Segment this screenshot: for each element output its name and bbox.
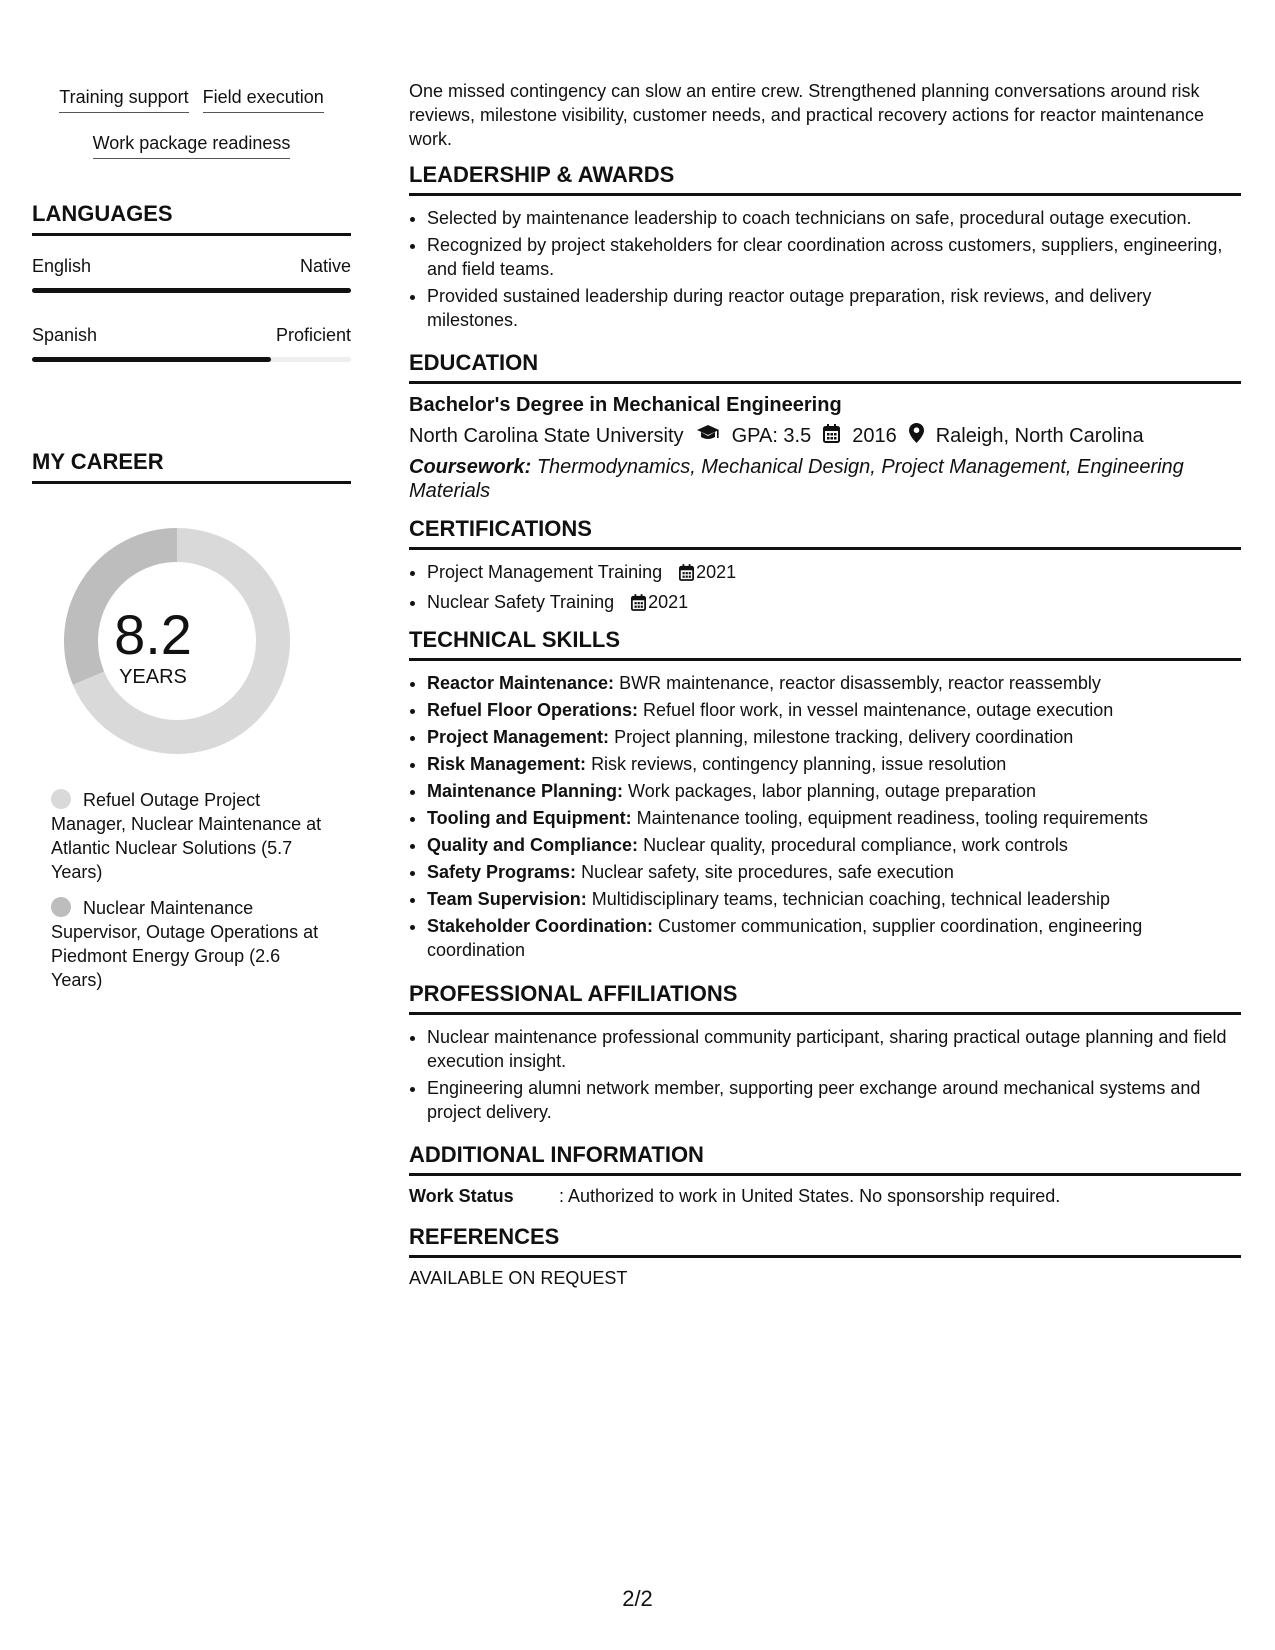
education-section [409, 350, 1241, 503]
list-item: • Selected by maintenance leadership to coach technicians on safe, procedural outage execution. [427, 206, 1241, 230]
work-status-label: Work Status [409, 1186, 514, 1206]
coursework-label: Coursework: [409, 456, 532, 478]
language-bar [32, 357, 351, 362]
skill-label: Reactor Maintenance: [427, 673, 615, 693]
career-item-text: Refuel Outage Project Manager, Nuclear Maintenance at Atlantic Nuclear Solutions (5.7 Years) [51, 790, 322, 882]
intro-paragraph: One missed contingency can slow an entire crew. Strengthened planning conversations around risk reviews, milestone visibility, customer needs, and practical recovery actions for reactor maintenance work. [409, 81, 1205, 149]
work-status-row [409, 1186, 1241, 1207]
section-title: PROFESSIONAL AFFILIATIONS [409, 981, 1241, 1015]
certification-year: 2021 [696, 562, 737, 582]
skill-item [427, 671, 1241, 695]
skill-text: Project planning, milestone tracking, delivery coordination [614, 727, 1074, 747]
section-title: TECHNICAL SKILLS [409, 627, 1241, 661]
certification-name: Project Management Training [427, 562, 663, 582]
affiliations-section [409, 981, 1241, 1127]
graduation-year: 2016 [852, 424, 897, 447]
career-total [32, 604, 274, 689]
skill-tag: Work package readiness [93, 133, 291, 159]
skill-label: Refuel Floor Operations: [427, 700, 639, 720]
language-bar [32, 288, 351, 293]
skill-text: Maintenance tooling, equipment readiness, tooling requirements [636, 808, 1148, 828]
skill-text: BWR maintenance, reactor disassembly, reactor reassembly [619, 673, 1101, 693]
skill-label: Tooling and Equipment: [427, 808, 632, 828]
skill-text: Nuclear safety, site procedures, safe execution [581, 862, 954, 882]
skill-label: Quality and Compliance: [427, 835, 639, 855]
list-item: • Engineering alumni network member, supporting peer exchange around mechanical systems and project delivery. [427, 1076, 1241, 1124]
leadership-section [409, 162, 1241, 335]
section-title: EDUCATION [409, 350, 1241, 384]
skill-item [427, 860, 1241, 884]
degree-title: Bachelor's Degree in Mechanical Engineering [409, 394, 842, 416]
technical-skills-section [409, 627, 1241, 965]
page-number: 2/2 [622, 1586, 653, 1611]
section-title: REFERENCES [409, 1224, 1241, 1258]
skill-item [427, 806, 1241, 830]
skill-text: Multidisciplinary teams, technician coaching, technical leadership [591, 889, 1110, 909]
language-level: Native [299, 256, 351, 276]
legend-dot [51, 789, 71, 809]
language-spanish [32, 325, 351, 362]
map-pin-icon [909, 423, 924, 449]
skill-tag: Field execution [203, 87, 324, 113]
skill-tags [32, 87, 351, 179]
skill-item [427, 914, 1241, 962]
coursework [409, 455, 1241, 503]
additional-info-section [409, 1142, 1241, 1207]
career-item [51, 788, 333, 884]
certification-item [427, 590, 1241, 617]
language-bar-fill [32, 357, 271, 362]
section-title: ADDITIONAL INFORMATION [409, 1142, 1241, 1176]
calendar-icon [679, 563, 694, 587]
language-bar-fill [32, 288, 351, 293]
career-item-text: Nuclear Maintenance Supervisor, Outage Operations at Piedmont Energy Group (2.6 Years) [51, 898, 319, 990]
skill-item [427, 779, 1241, 803]
languages-heading: LANGUAGES [32, 201, 351, 236]
gpa: GPA: 3.5 [731, 424, 812, 447]
school-name: North Carolina State University [409, 424, 684, 447]
skill-item [427, 698, 1241, 722]
skill-text: Work packages, labor planning, outage preparation [628, 781, 1036, 801]
legend-dot [51, 897, 71, 917]
education-details [409, 423, 1241, 449]
career-total-years: 8.2 [114, 603, 192, 666]
section-title: CERTIFICATIONS [409, 516, 1241, 550]
skill-item [427, 833, 1241, 857]
language-level: Proficient [275, 325, 351, 345]
language-english [32, 256, 351, 293]
skill-item [427, 725, 1241, 749]
career-heading: MY CAREER [32, 449, 351, 484]
calendar-icon [631, 593, 646, 617]
certification-year: 2021 [648, 592, 689, 612]
language-name: Spanish [32, 325, 98, 345]
skill-item [427, 752, 1241, 776]
career-list [51, 788, 333, 1004]
school-location: Raleigh, North Carolina [935, 424, 1144, 447]
references-text: AVAILABLE ON REQUEST [409, 1268, 628, 1288]
skill-text: Refuel floor work, in vessel maintenance, outage execution [643, 700, 1114, 720]
skill-label: Safety Programs: [427, 862, 577, 882]
career-total-unit: YEARS [119, 666, 187, 688]
skill-item [427, 887, 1241, 911]
skill-text: Risk reviews, contingency planning, issue resolution [591, 754, 1007, 774]
skill-text: Customer communication, supplier coordination, engineering coordination [427, 916, 1143, 960]
certifications-section [409, 516, 1241, 620]
career-item [51, 896, 333, 992]
certification-item [427, 560, 1241, 587]
skill-label: Risk Management: [427, 754, 587, 774]
skill-label: Project Management: [427, 727, 610, 747]
skill-label: Maintenance Planning: [427, 781, 624, 801]
coursework-text: Thermodynamics, Mechanical Design, Project Management, Engineering Materials [409, 456, 1184, 502]
list-item: • Recognized by project stakeholders for clear coordination across customers, suppliers, engineering, and field teams. [427, 233, 1241, 281]
references-section [409, 1224, 1241, 1289]
section-title: LEADERSHIP & AWARDS [409, 162, 1241, 196]
list-item: • Provided sustained leadership during reactor outage preparation, risk reviews, and delivery milestones. [427, 284, 1241, 332]
skill-tag: Training support [59, 87, 188, 113]
skill-label: Team Supervision: [427, 889, 587, 909]
language-name: English [32, 256, 92, 276]
list-item: • Nuclear maintenance professional community participant, sharing practical outage planning and field execution insight. [427, 1025, 1241, 1073]
certification-name: Nuclear Safety Training [427, 592, 615, 612]
skill-label: Stakeholder Coordination: [427, 916, 654, 936]
graduation-cap-icon [696, 424, 720, 448]
skill-text: Nuclear quality, procedural compliance, work controls [643, 835, 1068, 855]
calendar-icon [823, 424, 840, 449]
work-status-value: : Authorized to work in United States. No sponsorship required. [559, 1186, 1061, 1206]
